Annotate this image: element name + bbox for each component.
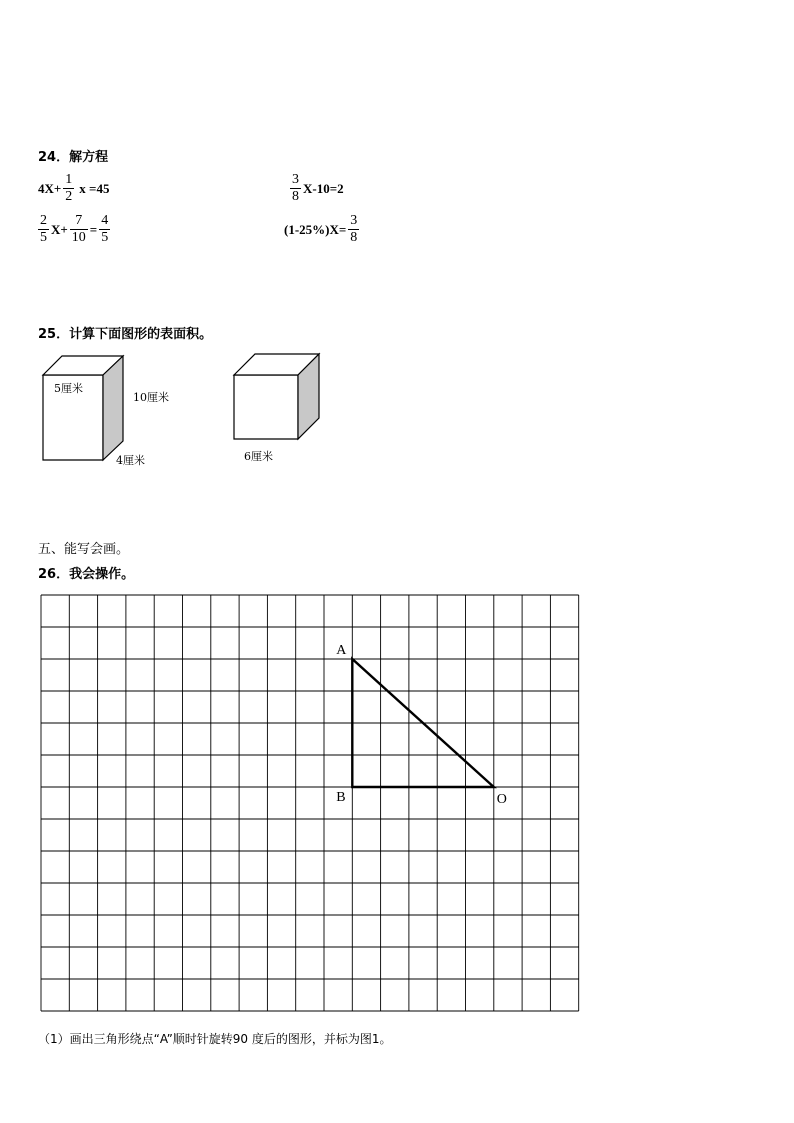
q26-title: 26．我会操作。 xyxy=(38,567,135,582)
square-grid xyxy=(30,585,590,1025)
eq2-numerator: 3 xyxy=(292,172,299,187)
eq1-numerator: 1 xyxy=(65,172,73,187)
equation-1 xyxy=(38,172,109,205)
eq3-fraction-2 xyxy=(70,213,88,246)
vertex-label-o: O xyxy=(496,792,507,807)
vertex-label-a: A xyxy=(336,643,347,658)
section5-title: 五、能写会画。 xyxy=(38,542,130,557)
eq3-numerator-2: 7 xyxy=(75,213,83,228)
cube-edge-label: 6厘米 xyxy=(244,450,273,463)
triangle-abo xyxy=(336,643,507,807)
eq4-numerator: 3 xyxy=(350,213,358,228)
q24-title: 24．解方程 xyxy=(38,150,109,165)
q26-instruction: （1）画出三角形绕点“A”顺时针旋转90 度后的图形，并标为图1。 xyxy=(38,1032,392,1046)
eq1-suffix: x =45 xyxy=(79,180,110,196)
eq3-denominator-1: 5 xyxy=(40,230,47,245)
eq3-numerator-1: 2 xyxy=(40,213,47,228)
cuboid-height-label: 5厘米 xyxy=(54,382,83,395)
eq3-middle: X+ xyxy=(51,221,68,237)
eq1-prefix: 4X+ xyxy=(38,180,62,196)
solids-figure xyxy=(30,345,350,475)
eq3-numerator-3: 4 xyxy=(101,213,109,228)
eq3-equals: = xyxy=(89,221,98,237)
cuboid-width-label: 10厘米 xyxy=(133,391,169,404)
eq4-denominator: 8 xyxy=(350,230,358,245)
eq2-suffix: X-10=2 xyxy=(303,180,344,196)
eq3-denominator-3: 5 xyxy=(101,230,109,245)
eq3-fraction-3 xyxy=(99,213,110,246)
eq1-fraction xyxy=(63,172,74,205)
eq2-denominator: 8 xyxy=(292,189,299,204)
eq1-denominator: 2 xyxy=(65,189,73,204)
eq2-fraction xyxy=(290,172,301,205)
cuboid-depth-label: 4厘米 xyxy=(116,454,145,467)
eq4-fraction xyxy=(348,213,359,246)
equation-4 xyxy=(284,213,361,246)
equation-2 xyxy=(288,172,344,205)
cube-shape xyxy=(234,354,319,439)
eq3-fraction-1 xyxy=(38,213,49,246)
vertex-label-b: B xyxy=(336,790,346,805)
eq4-prefix: (1-25%)X= xyxy=(284,221,347,237)
q25-title: 25．计算下面图形的表面积。 xyxy=(38,327,213,342)
eq3-denominator-2: 10 xyxy=(71,230,86,245)
cuboid-shape xyxy=(43,356,123,460)
equation-3 xyxy=(36,213,112,246)
